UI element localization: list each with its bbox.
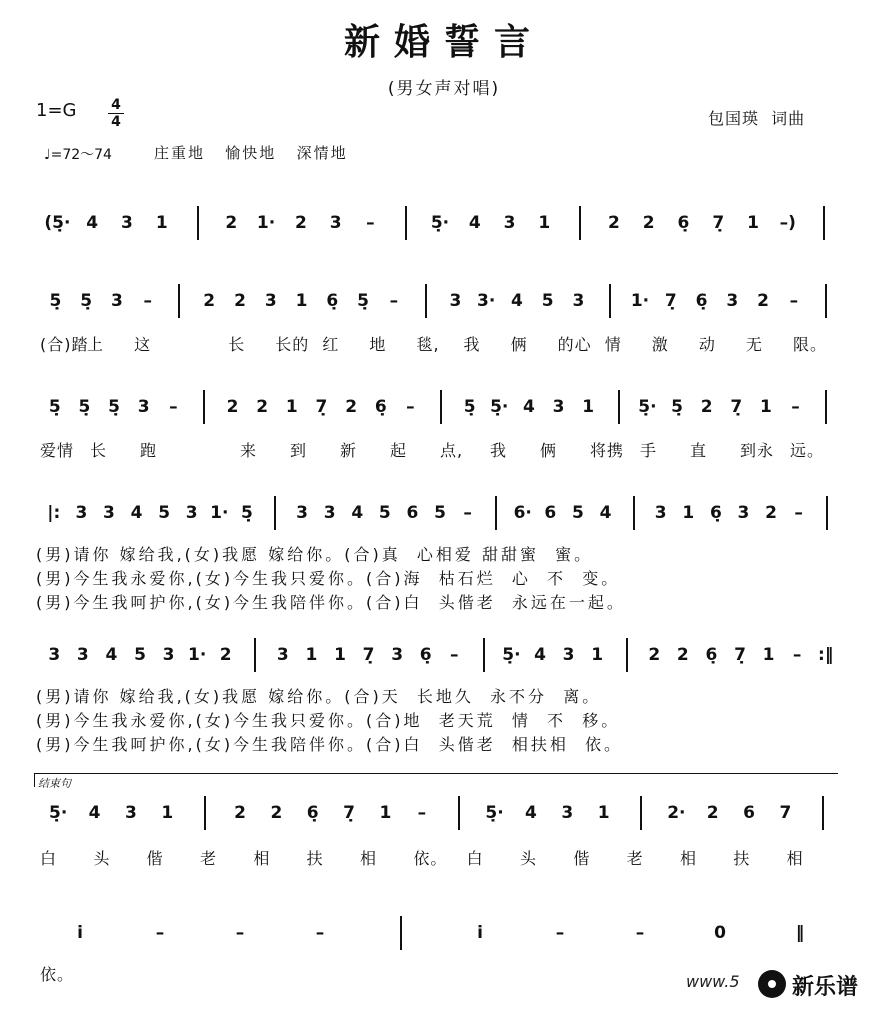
note: 2	[700, 397, 713, 417]
lyric-word: 长的	[275, 335, 310, 354]
note: 5̣	[671, 397, 683, 417]
lyric-word: 老	[626, 849, 644, 868]
lyric-word: 新	[340, 441, 358, 460]
barline	[826, 496, 828, 530]
note: –	[463, 503, 472, 523]
lyric-word: 依。	[413, 849, 448, 868]
barline	[633, 496, 635, 530]
staff-row-6	[0, 800, 888, 848]
note: 5̣·	[430, 213, 450, 233]
note: 7̣	[730, 397, 743, 417]
note: 1	[682, 503, 695, 523]
lyric-word: 到永	[740, 441, 775, 460]
barline	[458, 796, 460, 830]
watermark-url: www.5	[686, 972, 740, 991]
barline	[405, 206, 407, 240]
staff-row-2	[0, 288, 888, 336]
time-signature-bottom: 4	[111, 114, 121, 130]
lyric-word: 点,	[440, 441, 464, 460]
lyric-word: 扶	[733, 849, 751, 868]
note: 1·	[210, 503, 229, 523]
note: 1·	[630, 291, 650, 311]
ending-bracket-tick	[34, 773, 35, 787]
note: 5̣·	[638, 397, 657, 417]
note: 5̣	[49, 291, 62, 311]
lyric-word: 毯,	[416, 335, 440, 354]
barline	[204, 796, 206, 830]
note: 4	[88, 803, 101, 823]
note: 1	[334, 645, 346, 665]
note: 4	[522, 397, 535, 417]
lyric-line: (男)今生我永爱你,(女)今生我只爱你。(合)海 枯石烂 心 不 变。	[36, 569, 621, 588]
repeat-sign: |:	[47, 503, 61, 523]
repeat-sign: :‖	[818, 645, 834, 665]
note: 2	[765, 503, 777, 523]
note: 5̣	[108, 397, 120, 417]
note: 1·	[256, 213, 276, 233]
note: 3	[737, 503, 750, 523]
note: 5̣·	[490, 397, 509, 417]
note: 6̣	[709, 503, 722, 523]
note: 3	[503, 213, 516, 233]
note: 1	[747, 213, 759, 233]
note: 2·	[667, 803, 686, 823]
note: –	[789, 291, 799, 311]
note: 2	[234, 803, 246, 823]
note: –	[791, 397, 800, 417]
watermark-name: 新乐谱	[792, 975, 859, 1000]
barline	[609, 284, 611, 318]
note: 5̣	[78, 397, 91, 417]
note: 6̣	[695, 291, 708, 311]
note: –	[366, 213, 375, 233]
lyric-word: 偕	[146, 849, 164, 868]
lyric-word: 限。	[792, 335, 827, 354]
note: 2	[270, 803, 283, 823]
lyric-word: 相	[680, 849, 698, 868]
lyric-word: 头	[520, 849, 538, 868]
note: 2	[648, 645, 661, 665]
note: 3	[329, 213, 342, 233]
note: 1	[760, 397, 772, 417]
lyric-word: 我	[490, 441, 508, 460]
note: 7̣	[362, 645, 375, 665]
note: (5̣·	[44, 213, 71, 233]
key-signature: 1=G	[36, 100, 77, 121]
expression-marks: 庄重地 愉快地 深情地	[154, 144, 348, 162]
lyric-word: 动	[698, 335, 716, 354]
lyric-word: 我	[463, 335, 481, 354]
note: 5̣	[48, 397, 61, 417]
lyric-word: 偕	[573, 849, 591, 868]
lyric-word: 红	[322, 335, 340, 354]
song-title: 新婚誓言	[343, 21, 544, 63]
note: 3	[162, 645, 175, 665]
lyric-word: 相	[253, 849, 271, 868]
note: 4	[524, 803, 537, 823]
note: 3	[276, 645, 289, 665]
note: –	[450, 645, 459, 665]
tempo-mark: ♩=72～74	[44, 147, 112, 163]
note: 3	[391, 645, 404, 665]
note: 5̣	[357, 291, 369, 311]
lyric-word: 地	[369, 335, 387, 354]
note: 4	[468, 213, 481, 233]
ending-bracket	[34, 773, 838, 774]
barline	[579, 206, 581, 240]
author-credit: 包国瑛 词曲	[708, 109, 806, 128]
note: 2	[345, 397, 358, 417]
time-signature-top: 4	[111, 97, 121, 113]
time-signature	[108, 98, 124, 129]
note: 3	[296, 503, 308, 523]
note: 2	[757, 291, 769, 311]
lyric-line: (男)今生我永爱你,(女)今生我只爱你。(合)地 老天荒 情 不 移。	[36, 711, 621, 730]
note: 2	[607, 213, 620, 233]
note: 7̣	[712, 213, 725, 233]
note: 3	[121, 213, 133, 233]
note: 6̣	[374, 397, 387, 417]
lyric-word: 爱情	[40, 441, 75, 460]
note: 1	[285, 397, 298, 417]
lyric-word: 长	[90, 441, 108, 460]
note: 3	[726, 291, 739, 311]
staff-row-3	[0, 394, 888, 442]
note: 1	[161, 803, 174, 823]
note: 6	[406, 503, 419, 523]
note: –	[794, 503, 803, 523]
note: 3	[124, 803, 137, 823]
note: 4	[599, 503, 612, 523]
barline	[178, 284, 180, 318]
note: 3	[185, 503, 198, 523]
barline	[483, 638, 485, 672]
note: 2	[294, 213, 307, 233]
note: i	[477, 923, 483, 943]
barline	[440, 390, 442, 424]
note: 2	[219, 645, 232, 665]
lyric-word: 情	[604, 335, 622, 354]
note: 3	[103, 503, 115, 523]
note: 3	[562, 645, 575, 665]
note: 1·	[187, 645, 207, 665]
note: 6̣	[677, 213, 690, 233]
staff-row-5	[0, 642, 888, 690]
note: 2	[642, 213, 655, 233]
note: 3	[137, 397, 150, 417]
lyric-word: 到	[290, 441, 308, 460]
record-logo-icon	[758, 970, 786, 998]
barline	[425, 284, 427, 318]
lyric-word: 俩	[510, 335, 528, 354]
barline	[640, 796, 642, 830]
note: 2	[226, 397, 239, 417]
barline	[274, 496, 276, 530]
note: 6̣	[326, 291, 339, 311]
note: –	[169, 397, 178, 417]
note: –	[143, 291, 152, 311]
note: 3	[449, 291, 462, 311]
lyric-line: (男)今生我呵护你,(女)今生我陪伴你。(合)白 头偕老 相扶相 依。	[36, 735, 624, 754]
note: 7	[779, 803, 792, 823]
note: 7̣	[343, 803, 355, 823]
barline	[400, 916, 402, 950]
note: 3	[572, 291, 585, 311]
lyric-word: 俩	[540, 441, 558, 460]
note: –	[155, 923, 165, 943]
note: 5̣	[80, 291, 93, 311]
note: 6	[544, 503, 557, 523]
barline	[823, 206, 825, 240]
note: –	[315, 923, 325, 943]
staff-row-1	[0, 210, 888, 258]
note: 4	[511, 291, 523, 311]
note: 3	[561, 803, 574, 823]
lyric-word: 头	[93, 849, 111, 868]
note: 2	[706, 803, 719, 823]
lyric-word: 起	[390, 441, 408, 460]
lyric-line: (男)今生我呵护你,(女)今生我陪伴你。(合)白 头偕老 永远在一起。	[36, 593, 626, 612]
note: 1	[538, 213, 551, 233]
barline	[203, 390, 205, 424]
note: 6̣	[705, 645, 718, 665]
note: 3	[323, 503, 336, 523]
note: 2	[256, 397, 269, 417]
lyric-word: 手	[640, 441, 658, 460]
lyric-word: 依。	[40, 965, 75, 984]
barline	[822, 796, 824, 830]
note: 1	[582, 397, 595, 417]
note: –	[389, 291, 399, 311]
note: 3·	[476, 291, 496, 311]
barline	[495, 496, 497, 530]
lyric-word: 老	[200, 849, 218, 868]
note: 2	[203, 291, 216, 311]
note: 5	[572, 503, 584, 523]
note: –	[555, 923, 565, 943]
note: 4	[130, 503, 143, 523]
note: 4	[105, 645, 118, 665]
lyric-line: (男)请你 嫁给我,(女)我愿 嫁给你。(合)天 长地久 永不分 离。	[36, 687, 602, 706]
barline	[626, 638, 628, 672]
note: 1	[295, 291, 308, 311]
song-subtitle: (男女声对唱)	[387, 79, 501, 99]
note: 6	[743, 803, 755, 823]
note: –	[235, 923, 245, 943]
note: –	[417, 803, 427, 823]
lyric-word: 来	[240, 441, 258, 460]
lyric-word: 激	[651, 335, 669, 354]
repeat-sign: ‖	[795, 923, 805, 943]
note: 3	[264, 291, 277, 311]
note: –	[635, 923, 645, 943]
barline	[825, 390, 827, 424]
lyric-word: 这	[134, 335, 152, 354]
note: 2	[225, 213, 238, 233]
note: 1	[762, 645, 775, 665]
lyric-word: 将携	[590, 441, 625, 460]
note: 1	[379, 803, 392, 823]
lyric-word: 跑	[140, 441, 158, 460]
lyric-line: (男)请你 嫁给我,(女)我愿 嫁给你。(合)真 心相爱 甜甜蜜 蜜。	[36, 545, 594, 564]
note: 7̣	[734, 645, 746, 665]
note: 1	[305, 645, 318, 665]
note: 3	[75, 503, 88, 523]
note: 6·	[513, 503, 532, 523]
note: 5	[434, 503, 446, 523]
staff-row-4	[0, 500, 888, 548]
staff-row-7	[0, 920, 888, 968]
lyric-word: 白	[466, 849, 484, 868]
note: 5̣·	[49, 803, 68, 823]
note: 5	[541, 291, 554, 311]
note: 1	[591, 645, 604, 665]
note: 4	[351, 503, 364, 523]
note: 2	[234, 291, 246, 311]
lyric-word: 相	[786, 849, 804, 868]
lyric-word: (合)踏	[40, 335, 89, 354]
note: 0	[714, 923, 726, 943]
lyric-word: 直	[690, 441, 708, 460]
note: 5	[378, 503, 391, 523]
note: 1	[155, 213, 168, 233]
note: 4	[534, 645, 546, 665]
lyric-word: 的心	[557, 335, 592, 354]
note: 6̣	[419, 645, 432, 665]
barline	[254, 638, 256, 672]
note: 5̣·	[502, 645, 521, 665]
note: –)	[779, 213, 796, 233]
note: 3	[76, 645, 89, 665]
note: 5	[134, 645, 146, 665]
note: 1	[597, 803, 610, 823]
note: 5̣	[240, 503, 253, 523]
note: 5̣·	[485, 803, 504, 823]
note: 5	[158, 503, 171, 523]
note: 3	[552, 397, 565, 417]
lyric-word: 远。	[790, 441, 825, 460]
barline	[618, 390, 620, 424]
lyric-word: 无	[745, 335, 763, 354]
note: 4	[86, 213, 99, 233]
lyric-word: 上	[87, 335, 105, 354]
note: –	[406, 397, 415, 417]
lyric-word: 长	[228, 335, 246, 354]
note: 3	[111, 291, 123, 311]
note: 7̣	[664, 291, 677, 311]
note: 7̣	[315, 397, 328, 417]
note: 6̣	[306, 803, 319, 823]
note: 2	[676, 645, 689, 665]
barline	[825, 284, 827, 318]
note: i	[77, 923, 83, 943]
lyric-word: 白	[40, 849, 58, 868]
ending-label: 结束句	[38, 777, 71, 790]
barline	[197, 206, 199, 240]
note: 3	[48, 645, 61, 665]
note: 5̣	[463, 397, 476, 417]
lyric-word: 相	[360, 849, 378, 868]
note: –	[792, 645, 802, 665]
note: 3	[654, 503, 667, 523]
lyric-word: 扶	[306, 849, 324, 868]
